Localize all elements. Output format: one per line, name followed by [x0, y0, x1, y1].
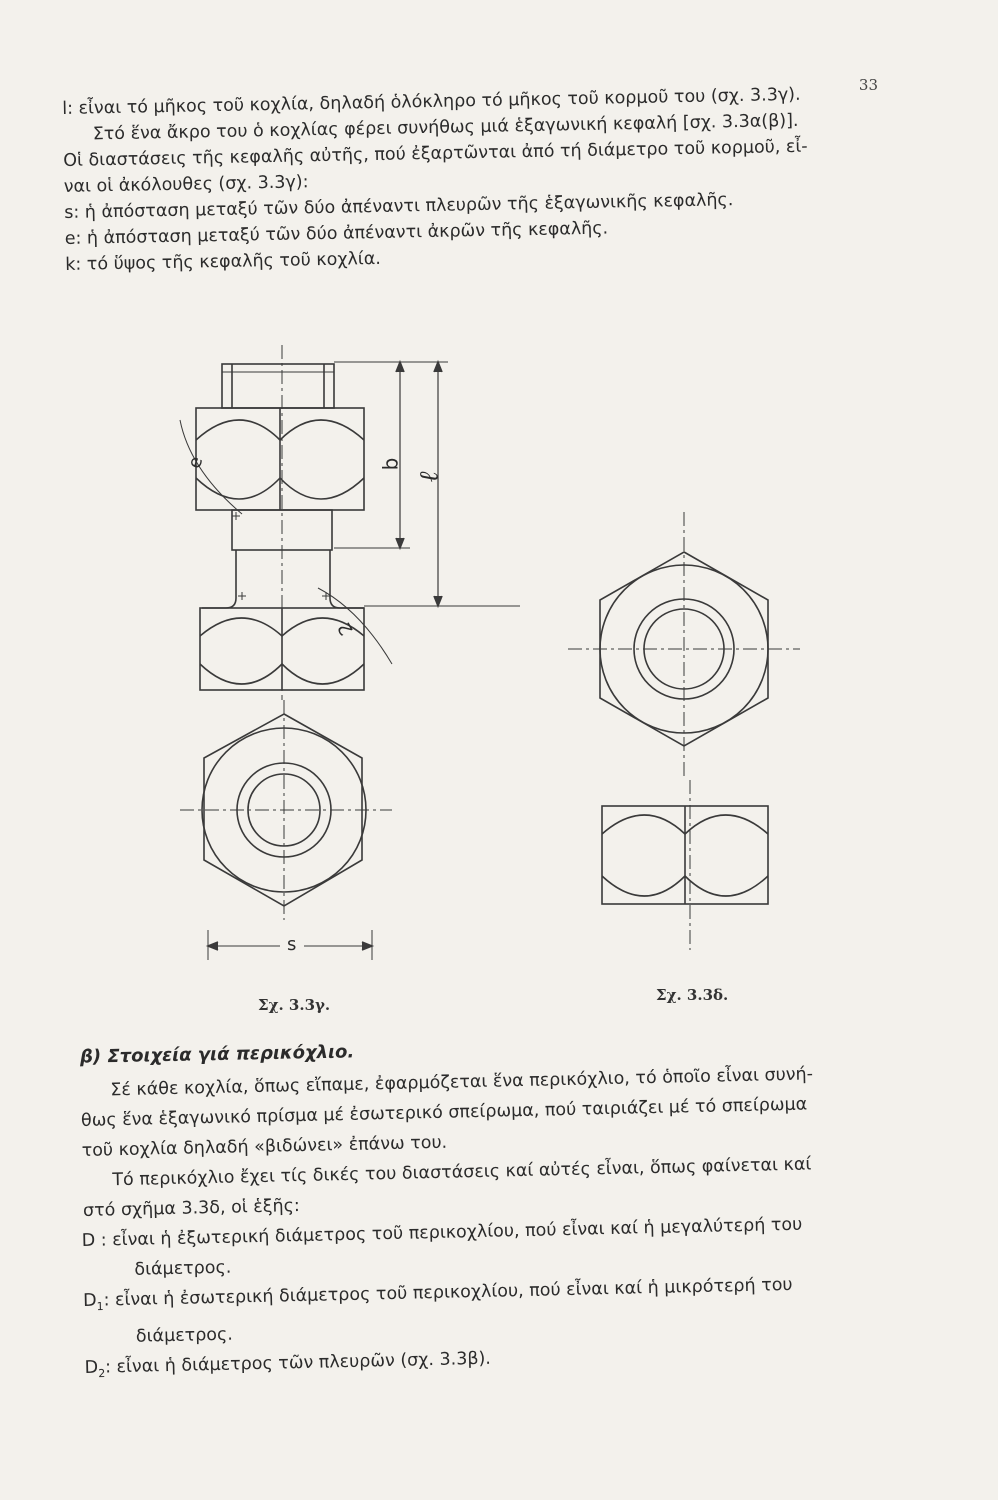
item-text: : εἶναι ἡ ἐσωτερική διάμετρος τοῦ περικοχλίου, πού εἶναι καί ἡ μικρότερή του	[103, 1274, 793, 1311]
text-line: θως ἕνα ἑξαγωνικό πρίσμα μέ ἐσωτερικό σπείρωμα, πού ταιριάζει μέ τό σπείρωμα	[80, 1094, 808, 1131]
dimension-label-s: s	[287, 934, 297, 955]
text-line: e: ἡ ἀπόσταση μεταξύ τῶν δύο ἀπέναντι ἀκρῶν τῆς κεφαλῆς.	[64, 218, 609, 249]
bolt-top-view	[180, 700, 392, 960]
text-line: Τό περικόχλιο ἔχει τίς δικές του διαστάσεις καί αὐτές εἶναι, ὅπως φαίνεται καί	[112, 1154, 812, 1191]
text-line: Οἱ διαστάσεις τῆς κεφαλῆς αὐτῆς, πού ἐξαρτῶνται ἀπό τή διάμετρο τοῦ κορμοῦ, εἶ-	[63, 136, 808, 171]
text-line: l: εἶναι τό μῆκος τοῦ κοχλία, δηλαδή ὁλόκληρο τό μῆκος τοῦ κορμοῦ του (σχ. 3.3γ).	[62, 84, 801, 119]
page-number: 33	[858, 76, 878, 94]
section-body	[80, 1057, 917, 1389]
item-subscript: 2	[98, 1366, 106, 1380]
item-key: D	[81, 1230, 96, 1252]
nut-side-view	[602, 780, 768, 950]
item-text: : εἶναι ἡ ἐξωτερική διάμετρος τοῦ περικοχλίου, πού εἶναι καί ἡ μεγαλύτερή του	[94, 1214, 803, 1251]
dimension-label-k: 2	[333, 618, 358, 639]
figure-caption-right: Σχ. 3.3δ.	[656, 986, 729, 1004]
text-line: k: τό ὕψος τῆς κεφαλῆς τοῦ κοχλία.	[65, 248, 382, 275]
figure-caption-left: Σχ. 3.3γ.	[258, 996, 331, 1014]
bolt-side-view	[180, 345, 520, 700]
item-continuation: διάμετρος.	[134, 1257, 232, 1280]
item-continuation: διάμετρος.	[135, 1324, 234, 1347]
text-line: ναι οἱ ἀκόλουθες (σχ. 3.3γ):	[63, 172, 309, 197]
item-key: D	[82, 1290, 97, 1311]
text-line: Σέ κάθε κοχλία, ὅπως εἴπαμε, ἐφαρμόζεται ἕνα περικόχλιο, τό ὁποῖο εἶναι συνή-	[110, 1064, 814, 1101]
text-line: στό σχῆμα 3.3δ, οἱ ἑξῆς:	[82, 1196, 300, 1221]
dimension-label-e: e	[183, 453, 208, 472]
text-line: τοῦ κοχλία δηλαδή «βιδώνει» ἐπάνω του.	[81, 1132, 448, 1161]
dimension-label-b: b	[378, 457, 403, 471]
item-subscript: 1	[96, 1300, 104, 1314]
dimension-label-l: ℓ	[414, 471, 445, 483]
section-title: β) Στοιχεία γιά περικόχλιο.	[79, 1041, 355, 1068]
item-key: D	[84, 1357, 99, 1378]
nut-top-view	[568, 512, 800, 780]
text-line: s: ἡ ἀπόσταση μεταξύ τῶν δύο ἀπέναντι πλευρῶν τῆς ἑξαγωνικῆς κεφαλῆς.	[64, 190, 734, 223]
item-text: : εἶναι ἡ διάμετρος τῶν πλευρῶν (σχ. 3.3β).	[104, 1348, 492, 1378]
text-line: Στό ἕνα ἄκρο του ὁ κοχλίας φέρει συνήθως μιά ἑξαγωνική κεφαλή [σχ. 3.3α(β)].	[92, 110, 799, 145]
